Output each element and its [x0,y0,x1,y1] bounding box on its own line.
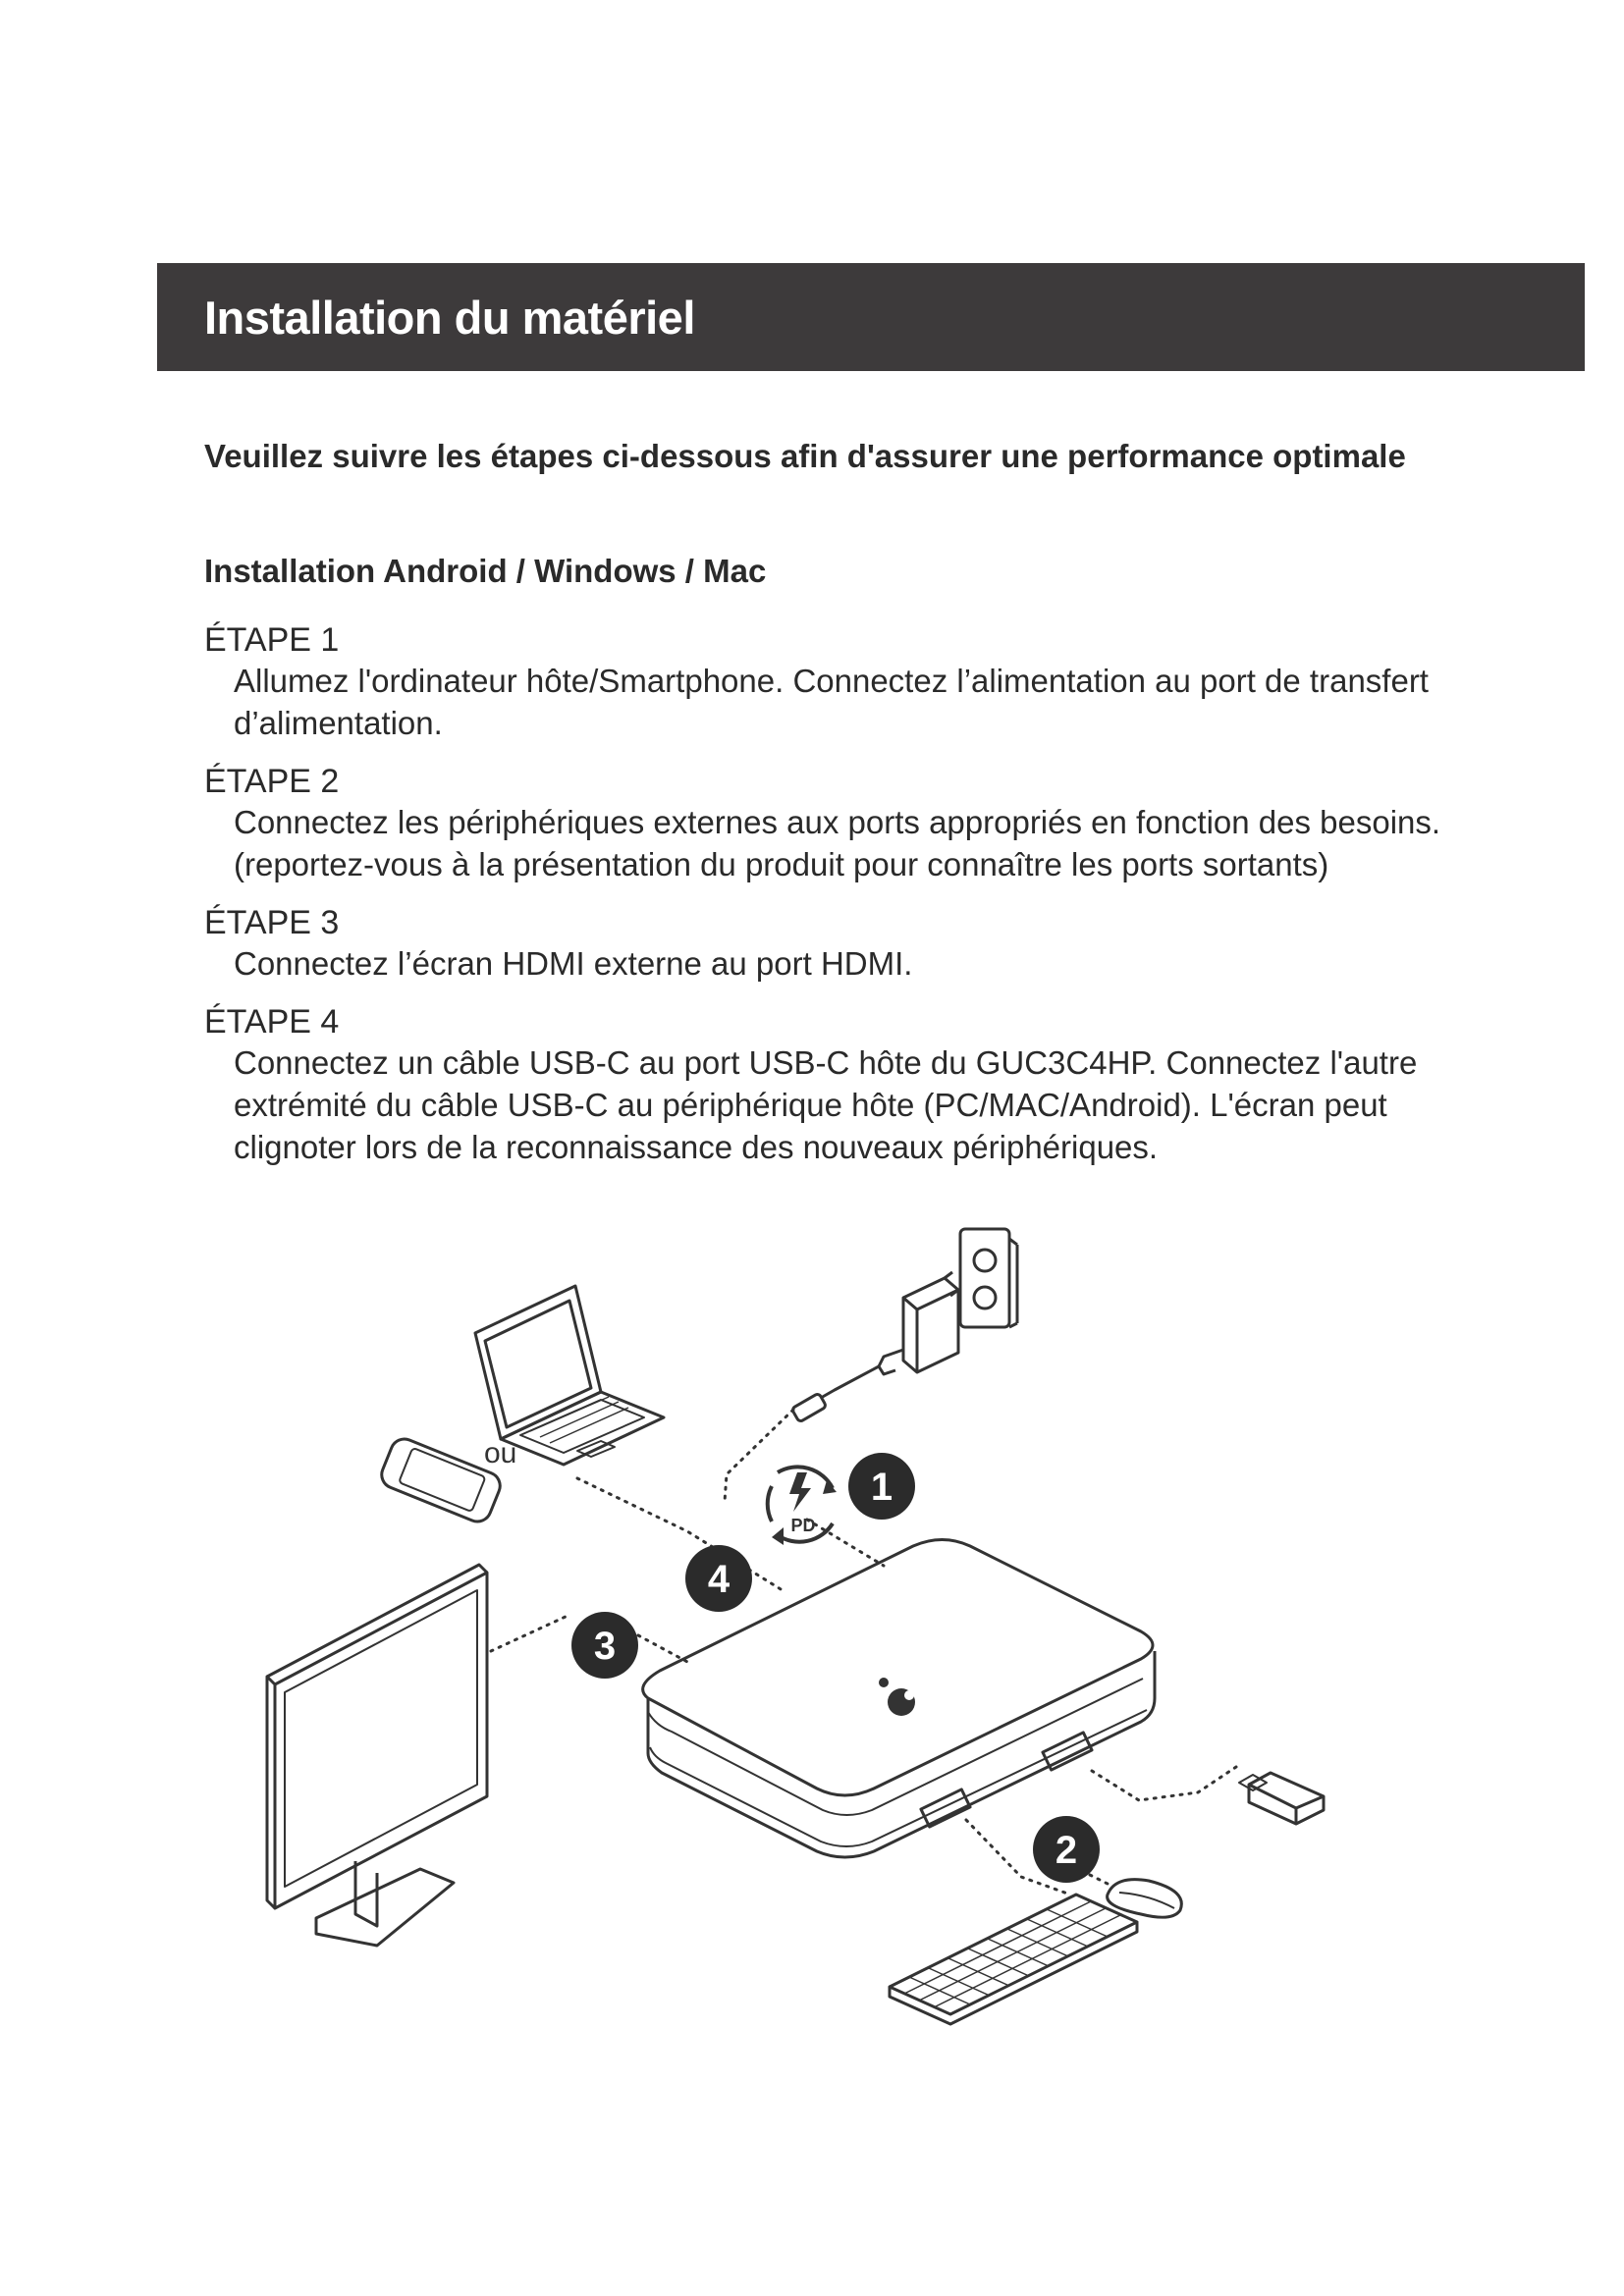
keyboard-icon [890,1895,1137,2024]
marker-number: 2 [1055,1829,1078,1872]
step-4 [204,1002,1559,1168]
step-marker-1 [848,1453,915,1520]
pd-label: PD [790,1516,816,1535]
section-title: Installation Android / Windows / Mac [204,553,767,589]
intro-text: Veuillez suivre les étapes ci-dessous afin d'assurer une performance optimale [204,438,1406,474]
step-marker-3 [571,1612,638,1679]
page-title: Installation du matériel [204,292,695,344]
power-adapter-icon [791,1272,958,1422]
mouse-icon [1108,1880,1182,1918]
monitor-icon [267,1565,487,1946]
step-title: ÉTAPE 2 [204,763,340,800]
step-marker-2 [1033,1816,1100,1883]
step-2 [204,762,1559,885]
step-title: ÉTAPE 4 [204,1003,340,1041]
wall-outlet-icon [960,1229,1017,1327]
marker-number: 3 [593,1625,617,1668]
step-line: extrémité du câble USB-C au périphérique hôte (PC/MAC/Android). L'écran peut [234,1087,1387,1123]
step-line: (reportez-vous à la présentation du produit pour connaître les ports sortants) [234,846,1329,882]
step-line: Allumez l'ordinateur hôte/Smartphone. Connectez l’alimentation au port de transfert [234,663,1429,699]
usb-stick-icon [1239,1773,1324,1824]
steps-list [204,620,1559,1186]
step-line: clignoter lors de la reconnaissance des nouveaux périphériques. [234,1129,1159,1165]
marker-number: 1 [870,1466,893,1509]
brand-logo-icon [879,1678,915,1716]
step-line: d’alimentation. [234,705,443,741]
connection-diagram [0,1207,1624,2091]
step-3 [204,903,1559,985]
power-delivery-icon [768,1467,837,1545]
header-bar [157,263,1585,371]
step-marker-4 [685,1545,752,1612]
step-line: Connectez un câble USB-C au port USB-C hôte du GUC3C4HP. Connectez l'autre [234,1044,1418,1081]
step-title: ÉTAPE 1 [204,621,340,659]
marker-number: 4 [707,1558,731,1601]
step-1 [204,620,1559,744]
step-line: Connectez les périphériques externes aux ports appropriés en fonction des besoins. [234,804,1441,840]
step-line: Connectez l’écran HDMI externe au port HDMI. [234,945,913,982]
or-label: ou [484,1437,517,1469]
step-title: ÉTAPE 3 [204,904,340,941]
